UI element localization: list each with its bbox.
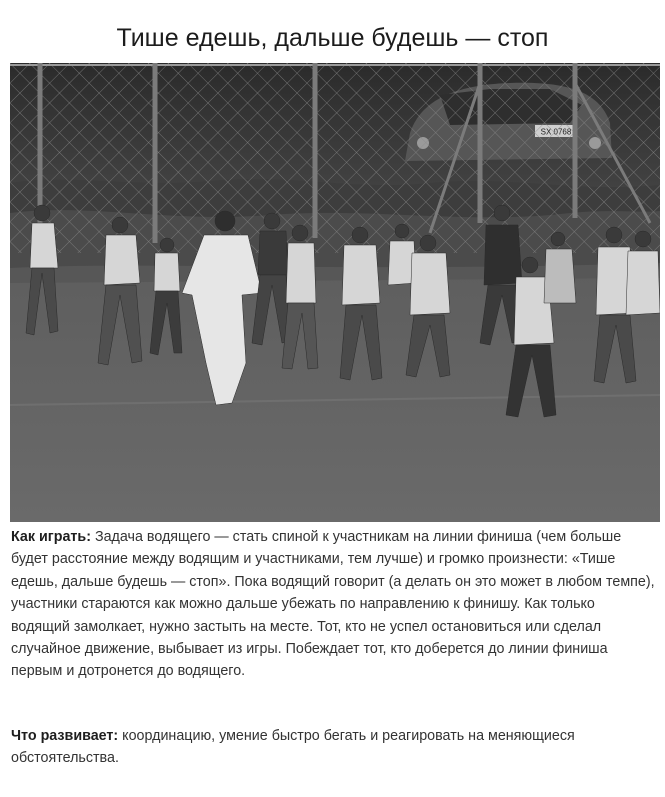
how-to-play-label: Как играть:: [11, 529, 91, 545]
children-running-photo: [10, 63, 660, 522]
how-to-play-paragraph: [11, 526, 656, 683]
what-it-develops-label: Что развивает:: [11, 728, 119, 744]
page-title: Тише едешь, дальше будешь — стоп: [116, 24, 549, 52]
what-it-develops-text: координацию, умение быстро бегать и реагировать на меняющиеся обстоятельства.: [11, 728, 575, 767]
how-to-play-text: Задача водящего — стать спиной к участникам на линии финиша (чем больше будет расстояние между водящим и участниками, тем лучше) и громко произнести: «Тише едешь, дальше будешь — стоп». Пока водящий говорит (а делать он это может в любом темпе), участники стараются как можно дальше убежать по направлению к финишу. Как только водящий замолкает, нужно застыть на месте. Тот, кто не успел остановиться или сделал случайное движение, выбывает из игры. Побеждает тот, кто доберется до линии финиша первым и дотронется до водящего.: [11, 529, 655, 680]
what-it-develops-paragraph: [11, 725, 656, 770]
